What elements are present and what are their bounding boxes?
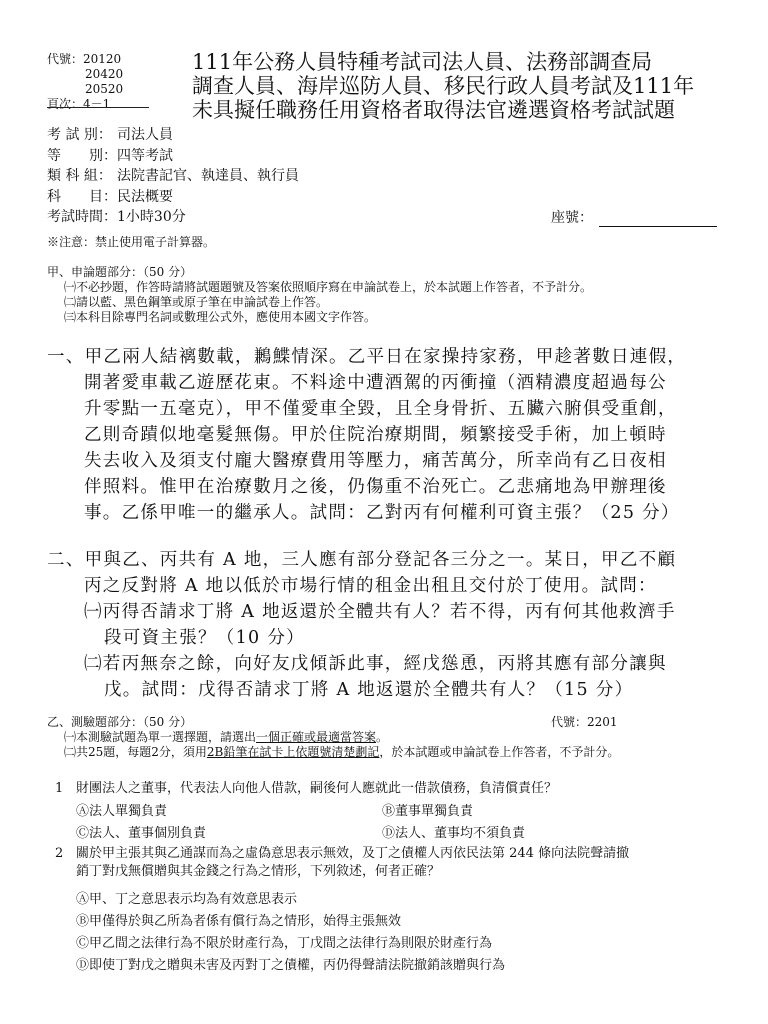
seat-label: 座號：: [551, 210, 593, 226]
exam-title: [192, 50, 694, 122]
essay-line: 事。乙係甲唯一的繼承人。試問：乙對丙有何權利可資主張？（25 分）: [84, 503, 680, 523]
mc-option: Ⓑ董事單獨負責: [382, 804, 474, 819]
mc-option: Ⓒ甲乙間之法律行為不限於財產行為，丁戊間之法律行為則限於財產行為: [76, 936, 493, 951]
mc-question-number: 2: [55, 846, 64, 861]
calculator-notice: ※注意：禁止使用電子計算器。: [47, 235, 216, 249]
mc-option: Ⓑ甲僅得於與乙所為者係有償行為之情形，始得主張無效: [76, 914, 402, 929]
mc-question-stem: 財團法人之董事，代表法人向他人借款，嗣後何人應就此一借款債務，負清償責任？: [76, 781, 558, 796]
essay-line: 開著愛車載乙遊歷花東。不料途中遭酒駕的丙衝撞（酒精濃度超過每公: [84, 373, 667, 393]
essay-line: 戊。試問：戊得否請求丁將 A 地返還於全體共有人？（15 分）: [104, 680, 634, 700]
info-row: [47, 207, 299, 228]
essay-line: 升零點一五毫克），甲不僅愛車全毀，且全身骨折、五臟六腑俱受重創，: [84, 399, 677, 419]
part-b-heading: 乙、測驗題部分：（50 分）: [47, 715, 193, 729]
essay-line: 段可資主張？（10 分）: [104, 628, 305, 648]
mc-option: Ⓐ法人單獨負責: [76, 804, 168, 819]
exam-info: [47, 125, 299, 228]
info-row: [47, 166, 299, 187]
instruction-note: ㈠本測驗試題為單一選擇題，請選出一個正確或最適當答案。: [64, 730, 389, 744]
info-value: 四等考試: [117, 147, 173, 164]
essay-line: ㈠丙得否請求丁將 A 地返還於全體共有人？若不得，丙有何其他救濟手: [84, 602, 676, 622]
instruction-note: ㈡共25題，每題2分，須用2B鉛筆在試卡上依題號清楚劃記，於本試題或申論試卷上作答者，不予計分。: [64, 745, 620, 759]
essay-question-2: [47, 547, 676, 703]
info-value: 1小時30分: [117, 209, 186, 225]
info-row: [47, 125, 299, 146]
info-label: 類 科 組：: [47, 168, 112, 184]
seat-blank: [599, 212, 717, 227]
seat-number: [551, 207, 717, 227]
instruction-note: ㈠不必抄題，作答時請將試題題號及答案依照順序寫在申論試卷上，於本試題上作答者，不予計分。: [64, 280, 593, 294]
info-value: 司法人員: [117, 127, 173, 143]
essay-line: 伴照料。惟甲在治療數月之後，仍傷重不治死亡。乙悲痛地為甲辦理後: [84, 477, 667, 497]
mc-option: Ⓓ法人、董事均不須負責: [382, 826, 526, 841]
code-label: 代號：: [47, 52, 84, 66]
essay-line: 失去收入及須支付龐大醫療費用等壓力，痛苦萬分，所幸尚有乙日夜相: [84, 451, 667, 471]
instruction-note: ㈢本科目除專門名詞或數理公式外，應使用本國文字作答。: [64, 310, 377, 324]
info-label: 等 別：: [47, 147, 117, 164]
info-label: 考 試 別：: [47, 127, 112, 143]
info-value: 法院書記官、執達員、執行員: [117, 168, 299, 184]
essay-line: 二、甲與乙、丙共有 A 地，三人應有部分登記各三分之一。某日，甲乙不顧: [47, 550, 677, 570]
title-line: 未具擬任職務任用資格者取得法官遴選資格考試試題: [192, 98, 675, 122]
info-row: [47, 187, 299, 208]
exam-code: 20120: [83, 52, 122, 66]
stem-line: 關於甲主張其與乙通謀而為之虛偽意思表示無效，及丁之債權人丙依民法第 244 條向法院聲請撤: [76, 846, 630, 861]
stem-line: 銷丁對戊無償贈與其金錢之行為之情形，下列敘述，何者正確？: [76, 864, 441, 879]
essay-line: ㈡若丙無奈之餘，向好友戊傾訴此事，經戊慫恿，丙將其應有部分讓與: [84, 654, 667, 674]
mc-option: Ⓒ法人、董事個別負責: [76, 826, 207, 841]
essay-line: 一、甲乙兩人結褵數載，鶼鰈情深。乙平日在家操持家務，甲趁著數日連假，: [47, 347, 687, 367]
mc-option: Ⓐ甲、丁之意思表示均為有效意思表示: [76, 892, 298, 907]
page-number: 頁次：4－1: [47, 97, 111, 111]
essay-question-1: [47, 344, 686, 526]
exam-code: 20420: [85, 67, 124, 81]
mc-option: Ⓓ即使丁對戊之贈與未害及丙對丁之債權，丙仍得聲請法院撤銷該贈與行為: [76, 958, 506, 973]
exam-code-block: [47, 52, 123, 112]
title-line: 調查人員、海岸巡防人員、移民行政人員考試及111年: [192, 74, 695, 98]
essay-line: 丙之反對將 A 地以低於市場行情的租金出租且交付於丁使用。試問：: [84, 576, 657, 596]
part-a-heading: 甲、申論題部分：（50 分）: [47, 265, 193, 279]
info-row: [47, 146, 299, 167]
instruction-note: ㈡請以藍、黑色鋼筆或原子筆在申論試卷上作答。: [64, 295, 329, 309]
title-line: 111年公務人員特種考試司法人員、法務部調查局: [192, 50, 653, 74]
part-a-instructions: [47, 265, 592, 325]
info-label: 科 目：: [47, 188, 117, 205]
mc-question-stem: [76, 845, 629, 881]
part-b-instructions: [47, 715, 619, 760]
essay-line: 乙則奇蹟似地毫髮無傷。甲於住院治療期間，頻繁接受手術，加上頓時: [84, 425, 667, 445]
part-b-code: 代號：2201: [551, 715, 618, 729]
mc-question-number: 1: [55, 781, 64, 796]
info-value: 民法概要: [117, 188, 173, 205]
divider: [47, 107, 149, 108]
exam-code: 20520: [85, 82, 124, 96]
info-label: 考試時間：: [47, 209, 117, 225]
